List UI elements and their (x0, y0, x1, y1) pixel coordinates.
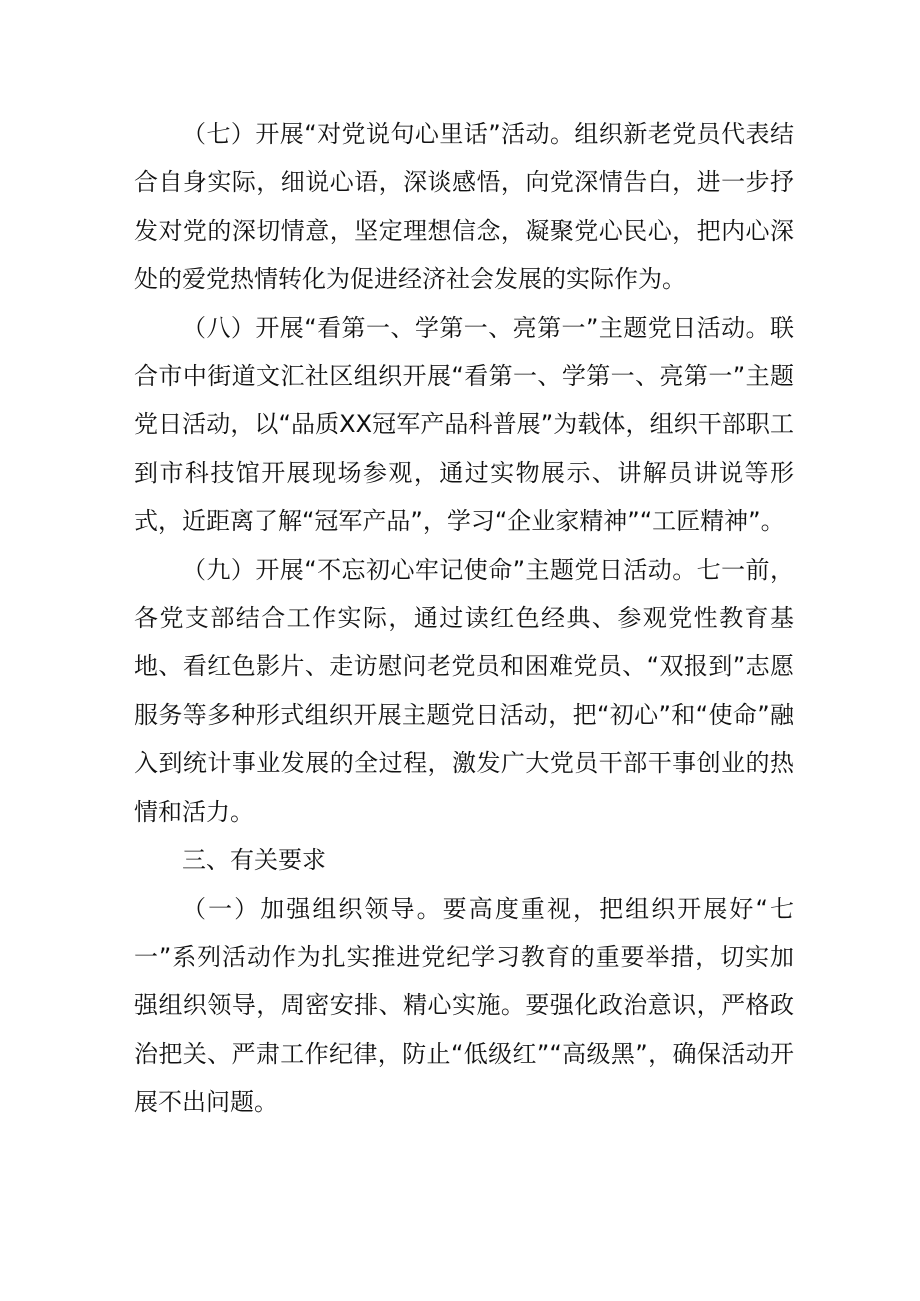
paragraph-requirement-1: （一）加强组织领导。要高度重视，把组织开展好“七一”系列活动作为扎实推进党纪学习教育的重要举措，切实加强组织领导，周密安排、精心实施。要强化政治意识，严格政治把关、严肃工作纪律，防止“低级红”“高级黑”，确保活动开展不出问题。 (134, 894, 794, 1117)
paragraph-activity-8: （八）开展“看第一、学第一、亮第一”主题党日活动。联合市中街道文汇社区组织开展“看第一、学第一、亮第一”主题党日活动，以“品质XX冠军产品科普展”为载体，组织干部职工到市科技馆开展现场参观，通过实物展示、讲解员讲说等形式，近距离了解“冠军产品”，学习“企业家精神”“工匠精神”。 (134, 313, 794, 536)
document-body (134, 110, 794, 1127)
section-heading-requirements: 三、有关要求 (182, 846, 326, 875)
paragraph-activity-7: （七）开展“对党说句心里话”活动。组织新老党员代表结合自身实际，细说心语，深谈感悟，向党深情告白，进一步抒发对党的深切情意，坚定理想信念，凝聚党心民心，把内心深处的爱党热情转化为促进经济社会发展的实际作为。 (134, 120, 794, 294)
paragraph-activity-9: （九）开展“不忘初心牢记使命”主题党日活动。七一前，各党支部结合工作实际，通过读红色经典、参观党性教育基地、看红色影片、走访慰问老党员和困难党员、“双报到”志愿服务等多种形式组织开展主题党日活动，把“初心”和“使命”融入到统计事业发展的全过程，激发广大党员干部干事创业的热情和活力。 (134, 555, 794, 826)
